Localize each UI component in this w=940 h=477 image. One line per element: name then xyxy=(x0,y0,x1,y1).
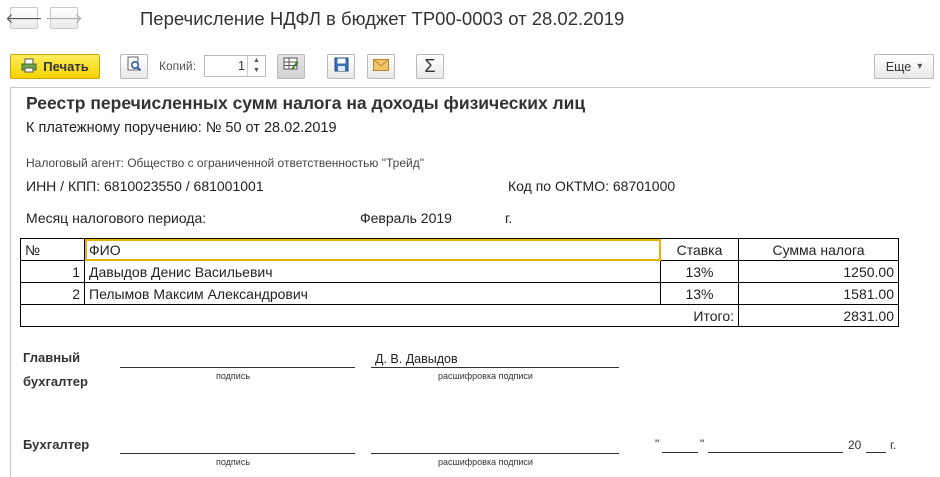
sum-button[interactable] xyxy=(416,54,444,79)
date-month-line xyxy=(708,452,843,453)
copies-stepper[interactable] xyxy=(204,55,266,77)
row-sum[interactable]: 1581.00 xyxy=(739,283,899,305)
date-suffix: г. xyxy=(890,438,897,452)
total-value[interactable]: 2831.00 xyxy=(739,305,899,327)
tax-agent-line: Налоговый агент: Общество с ограниченной ответственностью "Трейд" xyxy=(26,156,424,170)
preview-icon xyxy=(126,56,142,77)
date-century: 20 xyxy=(848,438,862,452)
copies-spin[interactable]: ▲ ▼ xyxy=(247,56,265,76)
copies-value[interactable]: 1 xyxy=(238,59,245,73)
table-row xyxy=(21,283,899,305)
row-num[interactable]: 1 xyxy=(21,261,85,283)
date-year-line xyxy=(866,452,886,453)
table-total-row xyxy=(21,305,899,327)
accountant-decode-caption: расшифровка подписи xyxy=(438,457,533,467)
edit-table-button[interactable] xyxy=(277,54,305,79)
header-num[interactable]: № xyxy=(21,239,85,261)
chief-signature-line xyxy=(120,367,355,368)
back-arrow-icon: 🡐 xyxy=(5,9,43,26)
forward-button[interactable] xyxy=(45,7,83,29)
accountant-signature-caption: подпись xyxy=(216,457,251,467)
date-quote-close: " xyxy=(700,437,705,451)
printer-icon xyxy=(21,58,37,76)
row-fio[interactable]: Пелымов Максим Александрович xyxy=(85,283,661,305)
row-rate[interactable]: 13% xyxy=(661,261,739,283)
accountant-label: Бухгалтер xyxy=(23,437,90,452)
inn-kpp-line: ИНН / КПП: 6810023550 / 681001001 xyxy=(26,178,264,194)
chief-name: Д. В. Давыдов xyxy=(375,352,458,366)
row-rate[interactable]: 13% xyxy=(661,283,739,305)
table-row xyxy=(21,261,899,283)
forward-arrow-icon: 🡒 xyxy=(45,9,83,26)
chevron-down-icon: ▾ xyxy=(917,61,923,72)
total-label[interactable]: Итого: xyxy=(21,305,739,327)
report-heading: Реестр перечисленных сумм налога на доходы физических лиц xyxy=(26,93,586,113)
payment-order-line: К платежному поручению: № 50 от 28.02.2019 xyxy=(26,120,337,136)
more-label: Еще xyxy=(885,59,912,74)
row-num[interactable]: 2 xyxy=(21,283,85,305)
more-menu-button[interactable] xyxy=(874,54,934,79)
print-label: Печать xyxy=(43,59,89,74)
edit-table-icon xyxy=(283,56,299,77)
date-day-line xyxy=(662,452,698,453)
save-icon xyxy=(334,57,349,77)
header-sum[interactable]: Сумма налога xyxy=(739,239,899,261)
chief-accountant-label-1: Главный xyxy=(23,350,81,365)
accountant-decode-line xyxy=(371,453,619,454)
window-title: Перечисление НДФЛ в бюджет ТР00-0003 от 28.02.2019 xyxy=(140,8,625,29)
oktmo-line: Код по ОКТМО: 68701000 xyxy=(508,178,676,194)
table-header-row xyxy=(21,239,899,261)
chief-accountant-label-2: бухгалтер xyxy=(23,374,88,389)
chief-signature-caption: подпись xyxy=(216,371,251,381)
date-quote-open: " xyxy=(655,437,660,451)
preview-button[interactable] xyxy=(120,54,148,79)
chief-decode-caption: расшифровка подписи xyxy=(438,371,533,381)
year-suffix: г. xyxy=(505,210,513,226)
header-fio[interactable]: ФИО xyxy=(85,239,661,261)
tax-register-table xyxy=(20,238,899,327)
print-button[interactable] xyxy=(10,54,100,79)
tax-period-label: Месяц налогового периода: xyxy=(26,210,207,226)
save-button[interactable] xyxy=(327,54,355,79)
row-sum[interactable]: 1250.00 xyxy=(739,261,899,283)
chief-decode-line xyxy=(371,367,619,368)
copies-label: Копий: xyxy=(159,59,196,73)
header-rate[interactable]: Ставка xyxy=(661,239,739,261)
back-button[interactable] xyxy=(5,7,43,29)
envelope-icon xyxy=(373,58,389,76)
row-fio[interactable]: Давыдов Денис Васильевич xyxy=(85,261,661,283)
sum-icon: Σ xyxy=(424,56,436,76)
send-email-button[interactable] xyxy=(367,54,395,79)
tax-period-value: Февраль 2019 xyxy=(360,210,452,226)
accountant-signature-line xyxy=(120,453,355,454)
